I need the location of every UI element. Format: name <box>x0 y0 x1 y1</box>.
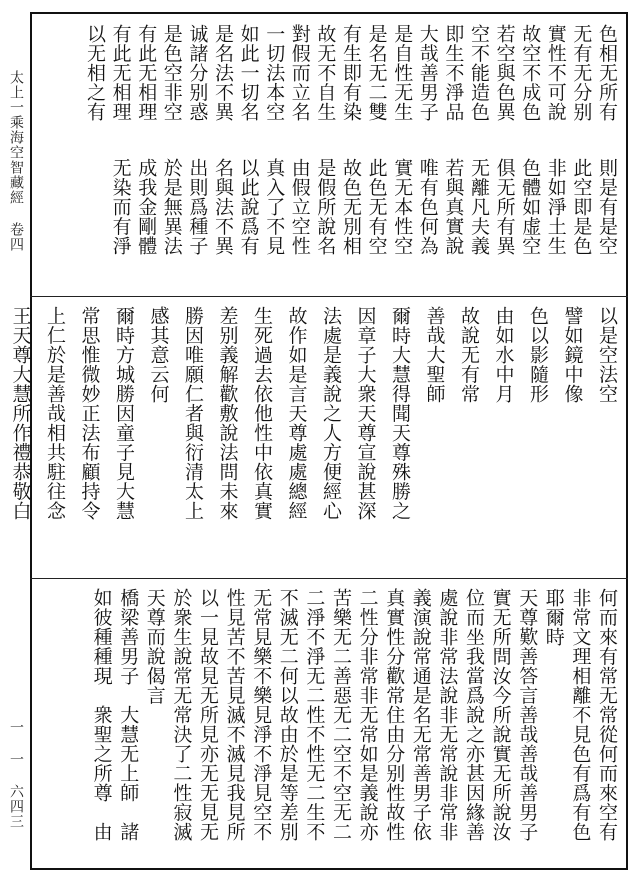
verse-line: 色相无所有 <box>596 24 618 122</box>
verse-line: 有生即有染 <box>340 24 362 122</box>
prose-line: 由如水中月 <box>492 306 515 404</box>
prose-line: 苦樂无二善惡无二空不空无二 <box>330 588 352 842</box>
verse-line: 诚諸分别惑 <box>186 24 209 122</box>
prose-line: 爾時方城勝因童子見大慧 <box>113 306 135 521</box>
prose-line: 故說无有常 <box>458 306 480 404</box>
prose-line: 義演說常通是名无常善男子依 <box>409 588 432 842</box>
scroll-title: 太上一乘海空智藏經 卷四 <box>8 70 24 252</box>
prose-line: 非常文理相離不見色有爲有色 <box>569 588 592 842</box>
verse-line: 真入了不見 <box>263 158 286 256</box>
verse-line: 空不能造色 <box>468 24 490 122</box>
verse-line: 是名法不異 <box>212 24 234 122</box>
prose-line: 常思惟微妙正法布顧持令 <box>78 306 101 521</box>
verse-line: 是名无二雙 <box>365 24 388 122</box>
verse-line: 无染而有淨 <box>109 158 132 256</box>
verse-line: 有此无相理 <box>109 24 132 122</box>
prose-line: 真實性分歡常住由分别性故性 <box>383 588 406 842</box>
prose-line: 橋梁善男子 大慧无上師 諸 <box>117 588 140 842</box>
verse-line: 有此无相理 <box>135 24 158 122</box>
prose-line: 感其意云何 <box>147 306 170 404</box>
verse-line: 是假所說名 <box>314 158 337 256</box>
prose-line: 天尊而說偈言 <box>143 588 166 705</box>
verse-line: 實无本性空 <box>391 158 414 256</box>
page-number: 一 一 六四三 <box>8 720 24 829</box>
verse-line: 俱无所有異 <box>493 158 516 256</box>
prose-line: 以一見故見无所見亦无无見无 <box>197 588 219 842</box>
prose-line: 王天尊大慧所作禮恭敬白 <box>9 306 32 521</box>
prose-line: 以是空法空 <box>596 306 618 404</box>
prose-line: 色以影隨形 <box>527 306 549 404</box>
verse-line: 以无相之有 <box>84 24 106 122</box>
section-divider <box>30 296 628 297</box>
verse-line: 唯有色何為 <box>416 158 439 256</box>
verse-line: 對假而立名 <box>288 24 311 122</box>
prose-line: 譬如鏡中像 <box>561 306 584 404</box>
verse-line: 以此說爲有 <box>237 158 260 256</box>
verse-line: 故色无別相 <box>340 158 362 256</box>
prose-line: 耶爾時 <box>542 588 565 647</box>
verse-line: 此色无有空 <box>365 158 388 256</box>
prose-line: 二性分非常非无常如是義說亦 <box>356 588 379 842</box>
verse-line: 无有无分别 <box>570 24 593 122</box>
prose-line: 故作如是言天尊處處總經 <box>285 306 308 521</box>
verse-line: 名與法不異 <box>212 158 234 256</box>
prose-line: 處說非常法說非无常說非常非 <box>436 588 459 842</box>
prose-line: 不滅无二何以故由於是等差別 <box>276 588 299 842</box>
verse-line: 出則爲種子 <box>186 158 209 256</box>
verse-line: 一切法本空 <box>263 24 286 122</box>
prose-line: 位而坐我當爲說之亦甚因緣善 <box>463 588 485 842</box>
prose-line: 法處是義說之人方便經心 <box>320 306 342 521</box>
verse-line: 大哉善男子 <box>416 24 439 122</box>
verse-line: 若空與色異 <box>493 24 516 122</box>
section-divider <box>30 578 628 579</box>
verse-line: 則是有是空 <box>596 158 618 256</box>
verse-line: 非如淨土生 <box>544 158 567 256</box>
prose-line: 性見苦不苦見滅不滅見我見所 <box>223 588 246 842</box>
verse-line: 若與真實說 <box>442 158 465 256</box>
prose-line: 勝因唯願仁者與衍清太上 <box>182 306 204 521</box>
prose-line: 无常見樂不樂見淨不淨見空不 <box>250 588 273 842</box>
verse-line: 色體如虚空 <box>519 158 542 256</box>
prose-line: 上仁於是善哉相共駐往念 <box>44 306 66 521</box>
verse-line: 此空即是色 <box>570 158 593 256</box>
verse-line: 即生不淨品 <box>442 24 465 122</box>
verse-line: 如此一切名 <box>237 24 260 122</box>
prose-line: 爾時大慧得聞天尊殊勝之 <box>389 306 411 521</box>
prose-line: 天尊歎善答言善哉善哉善男子 <box>516 588 539 842</box>
prose-line: 善哉大聖師 <box>423 306 446 404</box>
prose-line: 因章子大衆天尊宣說甚深 <box>354 306 377 521</box>
prose-line: 差别義解歡敷說法問未來 <box>216 306 239 521</box>
verse-line: 无離凡夫義 <box>468 158 490 256</box>
verse-line: 實性不可說 <box>544 24 567 122</box>
prose-line: 於衆生說常无常決了二性寂滅 <box>170 588 193 842</box>
prose-line: 二淨不淨无二性不性无二生不 <box>303 588 326 842</box>
prose-line: 生死過去依他性中依真實 <box>251 306 273 521</box>
verse-line: 於是無異法 <box>160 158 183 256</box>
verse-line: 故无不自生 <box>314 24 337 122</box>
verse-line: 故空不成色 <box>519 24 542 122</box>
verse-line: 成我金剛體 <box>135 158 158 256</box>
prose-line: 何而來有常无常從何而來空有 <box>596 588 618 842</box>
verse-line: 是自性无生 <box>391 24 414 122</box>
verse-line: 由假立空性 <box>288 158 311 256</box>
prose-line: 實无所問汝今所說實无所說汝 <box>489 588 512 842</box>
prose-line: 如彼種種現 衆聖之所尊 由 <box>90 588 113 842</box>
verse-line: 是色空非空 <box>160 24 183 122</box>
